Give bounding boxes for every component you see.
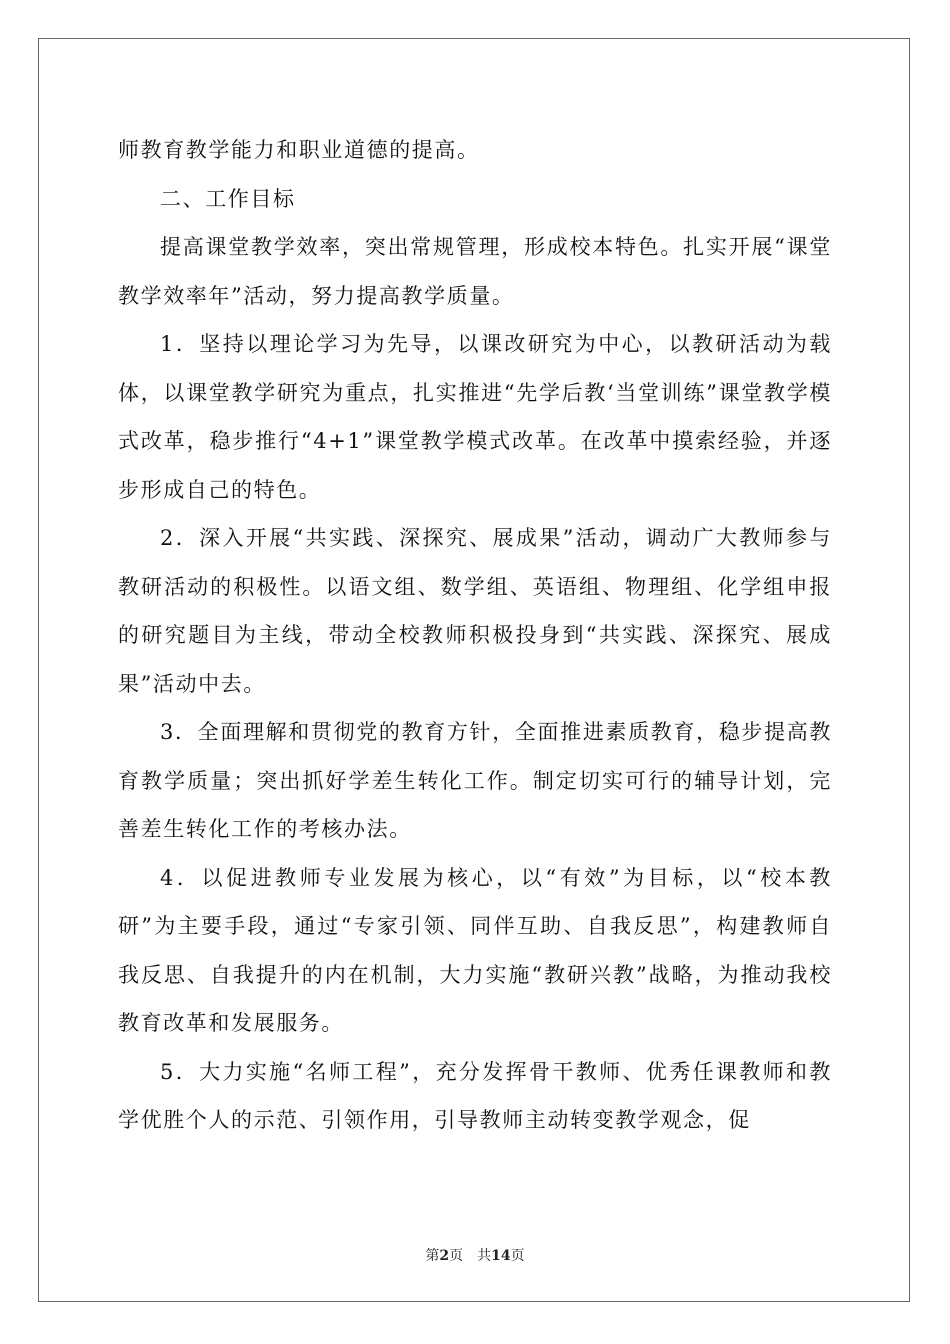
paragraph-item-2: 2．深入开展“共实践、深探究、展成果”活动，调动广大教师参与教研活动的积极性。以语文组、数学组、英语组、物理组、化学组申报的研究题目为主线，带动全校教师积极投身到“共实践、深探究、展成果”活动中去。 [118,526,832,696]
paragraph-item-1: 1．坚持以理论学习为先导，以课改研究为中心，以教研活动为载体，以课堂教学研究为重点，扎实推进“先学后教‘当堂训练”课堂教学模式改革，稳步推行“4+1”课堂教学模式改革。在改革中摸索经验，并逐步形成自己的特色。 [118,332,832,502]
page-footer [0,1245,950,1265]
page-current: 2 [439,1248,450,1264]
page-number [425,1248,463,1264]
total-count: 14 [491,1248,511,1264]
total-prefix: 共 [477,1248,492,1264]
document-body [118,126,832,1145]
page-suffix: 页 [449,1248,464,1264]
paragraph-goal-summary: 提高课堂教学效率，突出常规管理，形成校本特色。扎实开展“课堂教学效率年”活动，努力提高教学质量。 [118,235,832,308]
paragraph-continuation: 师教育教学能力和职业道德的提高。 [118,138,480,162]
paragraph-item-5: 5．大力实施“名师工程”，充分发挥骨干教师、优秀任课教师和教学优胜个人的示范、引领作用，引导教师主动转变教学观念，促 [118,1059,832,1132]
page-total [477,1248,524,1264]
page-prefix: 第 [425,1248,440,1264]
section-heading-work-goals: 二、工作目标 [160,186,296,211]
paragraph-item-3: 3．全面理解和贯彻党的教育方针，全面推进素质教育，稳步提高教育教学质量；突出抓好学差生转化工作。制定切实可行的辅导计划，完善差生转化工作的考核办法。 [118,720,832,841]
total-suffix: 页 [510,1248,525,1264]
paragraph-item-4: 4．以促进教师专业发展为核心，以“有效”为目标，以“校本教研”为主要手段，通过“专家引领、同伴互助、自我反思”，构建教师自我反思、自我提升的内在机制，大力实施“教研兴教”战略，为推动我校教育改革和发展服务。 [118,865,832,1035]
